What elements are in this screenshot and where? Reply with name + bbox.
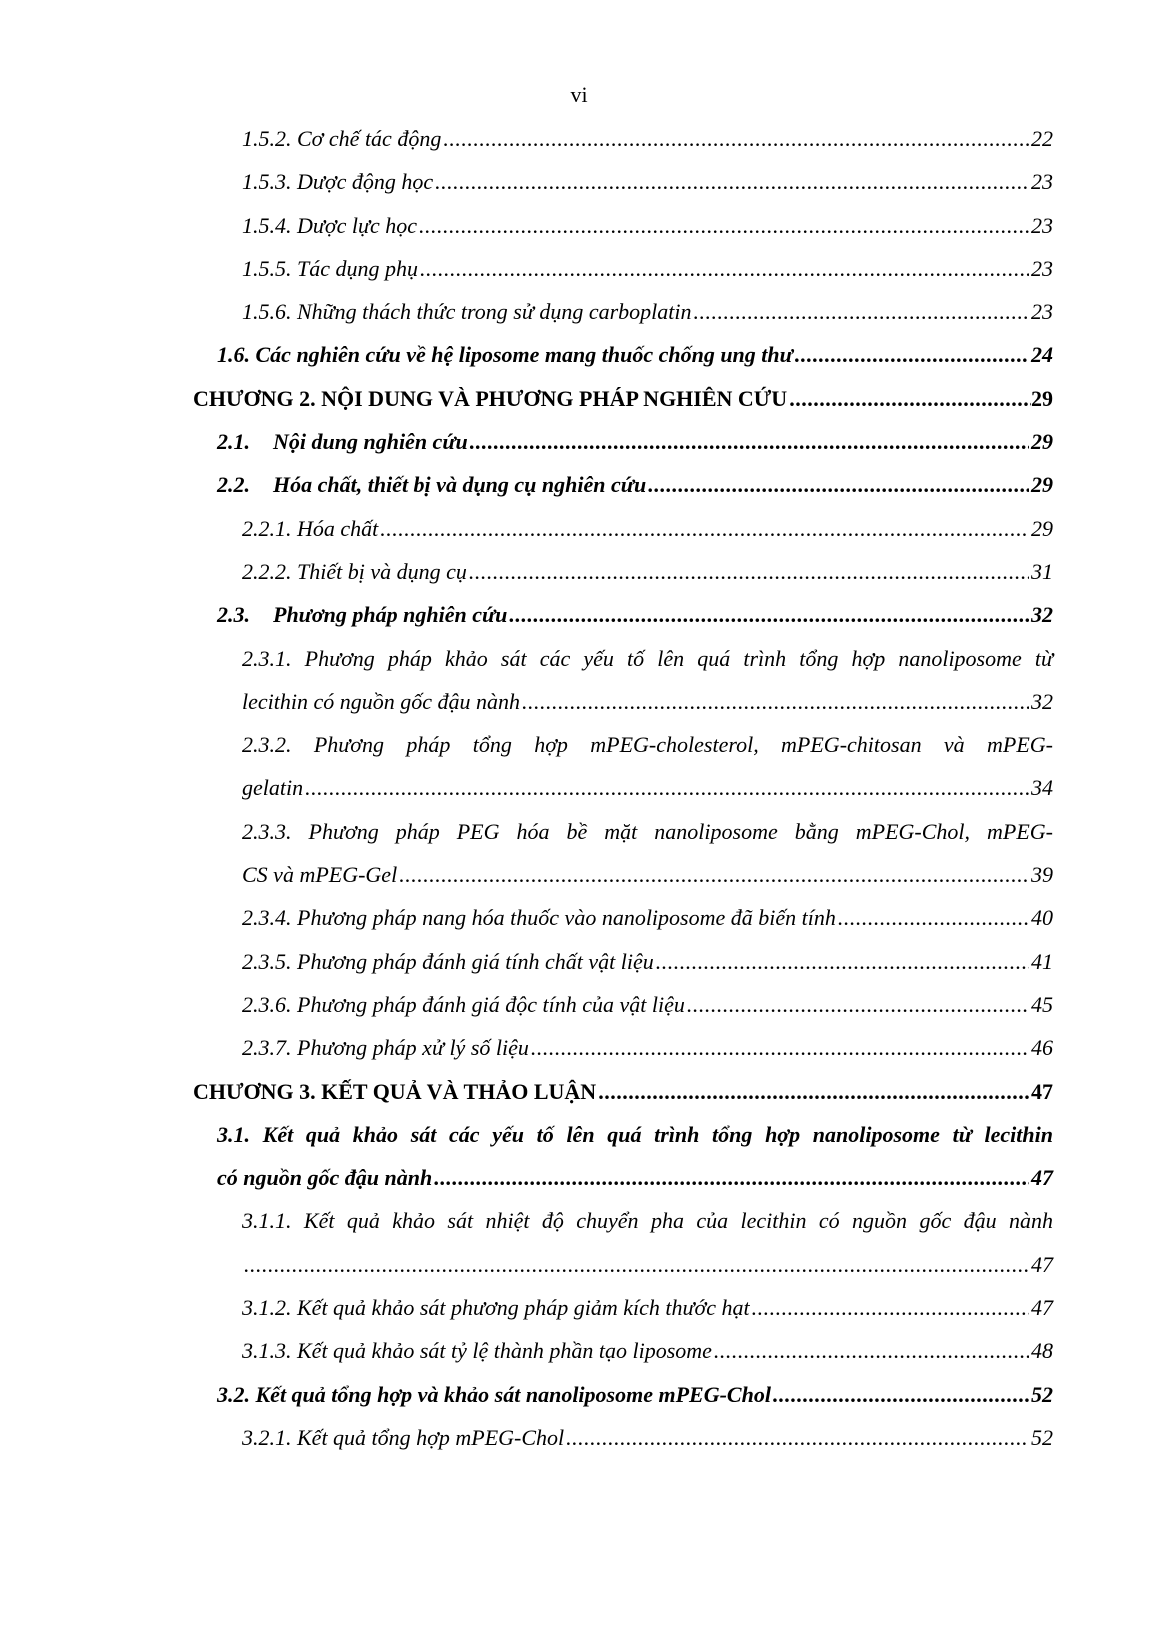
dot-leader — [468, 420, 1029, 463]
dot-leader — [529, 1026, 1029, 1069]
toc-entry[interactable] — [0, 1416, 1158, 1459]
toc-entry-page: 24 — [1031, 342, 1053, 368]
dot-leader — [564, 1416, 1029, 1459]
toc-entry[interactable] — [0, 637, 1158, 680]
toc-entry-page: 47 — [1031, 1251, 1053, 1277]
toc-entry-number: 2.3.6. — [242, 991, 292, 1017]
toc-entry-title: Hóa chất — [297, 515, 379, 541]
toc-entry-page: 32 — [1031, 688, 1053, 714]
toc-entry-page: 46 — [1031, 1035, 1053, 1061]
dot-leader — [417, 204, 1029, 247]
toc-entry-page: 47 — [1031, 1078, 1053, 1104]
toc-entry-title: Kết quả khảo sát phương pháp giảm kích thước hạt — [297, 1295, 750, 1321]
toc-entry-number: 2.3.1. — [242, 645, 292, 671]
toc-entry-number: 3.1.1. — [242, 1208, 292, 1234]
toc-entry-page: 29 — [1031, 472, 1053, 498]
toc-entry-page: 23 — [1031, 255, 1053, 281]
toc-entry-continuation[interactable] — [0, 766, 1158, 809]
toc-entry-number: 3.1. — [217, 1121, 250, 1147]
toc-entry[interactable] — [0, 593, 1158, 636]
toc-entry-number: 1.5.2. — [242, 126, 292, 151]
toc-entry-title: Dược lực học — [297, 212, 418, 238]
dot-leader — [685, 983, 1029, 1026]
toc-entry-title: Hóa chất, thiết bị và dụng cụ nghiên cứu — [273, 472, 647, 498]
dot-leader — [441, 117, 1029, 160]
toc-entry[interactable] — [0, 507, 1158, 550]
toc-entry-title-line1: Kết quả khảo sát các yếu tố lên quá trình tổng hợp nanoliposome từ lecithin — [262, 1121, 1053, 1147]
dot-leader — [596, 1070, 1031, 1113]
toc-entry[interactable] — [0, 160, 1158, 203]
toc-entry-title: Nội dung nghiên cứu — [273, 429, 468, 455]
toc-entry-number: 3.2.1. — [242, 1424, 292, 1450]
toc-entry-continuation[interactable] — [0, 853, 1158, 896]
toc-entry-title: Các nghiên cứu về hệ liposome mang thuốc chống ung thư — [255, 342, 793, 368]
toc-entry-title-line1: Phương pháp khảo sát các yếu tố lên quá trình tổng hợp nanoliposome từ — [304, 645, 1054, 671]
toc-entry-page: 48 — [1031, 1338, 1053, 1364]
toc-entry[interactable] — [0, 290, 1158, 333]
toc-entry-title: Phương pháp xử lý số liệu — [297, 1035, 529, 1061]
toc-entry-number: 2.3.5. — [242, 948, 292, 974]
toc-entry-page: 23 — [1031, 169, 1053, 195]
toc-entry-title: Phương pháp đánh giá tính chất vật liệu — [297, 948, 654, 974]
toc-chapter[interactable] — [0, 377, 1158, 420]
toc-entry-page: 22 — [1031, 126, 1053, 151]
toc-entry-title: Những thách thức trong sử dụng carboplatin — [297, 299, 692, 325]
toc-entry-title: Kết quả tổng hợp và khảo sát nanoliposome mPEG-Chol — [255, 1381, 771, 1407]
dot-leader — [787, 377, 1031, 420]
toc-entry-page: 41 — [1031, 948, 1053, 974]
toc-entry-number: 3.2. — [217, 1381, 250, 1407]
toc-entry-title-line2: lecithin có nguồn gốc đậu nành — [242, 688, 521, 714]
toc-entry[interactable] — [0, 1026, 1158, 1069]
toc-entry-number: 2.3.7. — [242, 1035, 292, 1061]
toc-entry-number: 2.2. — [217, 472, 250, 498]
toc-entry[interactable] — [0, 247, 1158, 290]
toc-entry-title: Tác dụng phụ — [297, 255, 418, 281]
dot-leader — [646, 463, 1029, 506]
dot-leader — [397, 853, 1029, 896]
toc-entry-title-line1: Phương pháp PEG hóa bề mặt nanoliposome bằng mPEG-Chol, mPEG- — [308, 818, 1054, 844]
toc-entry-title-line2: CS và mPEG-Gel — [242, 862, 398, 888]
dot-leader — [750, 1286, 1029, 1329]
toc-entry[interactable] — [0, 1286, 1158, 1329]
toc-entry[interactable] — [0, 1113, 1158, 1156]
toc-entry-number: 2.3.3. — [242, 818, 292, 844]
dot-leader — [432, 1156, 1029, 1199]
table-of-contents — [0, 117, 1158, 1459]
dot-leader — [418, 247, 1029, 290]
toc-entry-number: 2.3. — [217, 602, 250, 628]
toc-entry-title-line2: có nguồn gốc đậu nành — [217, 1165, 433, 1191]
toc-entry-number: 1.5.6. — [242, 299, 292, 325]
toc-entry-page: 34 — [1031, 775, 1053, 801]
toc-chapter-number: CHƯƠNG 2. — [193, 385, 316, 411]
dot-leader — [692, 290, 1029, 333]
dot-leader — [712, 1329, 1029, 1372]
toc-chapter[interactable] — [0, 1070, 1158, 1113]
toc-entry-title: Thiết bị và dụng cụ — [297, 558, 467, 584]
dot-leader — [433, 160, 1029, 203]
dot-leader — [378, 507, 1029, 550]
toc-entry-number: 3.1.2. — [242, 1295, 292, 1321]
toc-entry[interactable] — [0, 333, 1158, 376]
toc-entry-page: 39 — [1031, 862, 1053, 888]
toc-entry-title: Phương pháp nghiên cứu — [273, 602, 508, 628]
toc-entry-page: 52 — [1031, 1381, 1053, 1407]
toc-entry-title-line2: gelatin — [242, 775, 304, 801]
toc-entry[interactable] — [0, 420, 1158, 463]
toc-entry[interactable] — [0, 204, 1158, 247]
toc-entry-number: 1.5.3. — [242, 169, 292, 195]
toc-entry-page: 29 — [1031, 515, 1053, 541]
toc-entry[interactable] — [0, 550, 1158, 593]
toc-entry[interactable] — [0, 1373, 1158, 1416]
toc-entry[interactable] — [0, 1199, 1158, 1242]
dot-leader — [303, 766, 1029, 809]
page-number: vi — [570, 82, 588, 107]
toc-chapter-title: KẾT QUẢ VÀ THẢO LUẬN — [321, 1078, 597, 1104]
toc-entry-page: 40 — [1031, 905, 1053, 931]
toc-entry-number: 1.5.4. — [242, 212, 292, 238]
toc-entry[interactable] — [0, 983, 1158, 1026]
toc-entry-page: 29 — [1031, 429, 1053, 455]
toc-entry-title: Kết quả tổng hợp mPEG-Chol — [297, 1424, 565, 1450]
toc-entry[interactable] — [0, 896, 1158, 939]
toc-entry-page: 23 — [1031, 212, 1053, 238]
toc-entry-page: 45 — [1031, 991, 1053, 1017]
toc-entry-number: 2.3.2. — [242, 732, 292, 758]
toc-entry-number: 2.2.2. — [242, 558, 292, 584]
dot-leader — [771, 1373, 1029, 1416]
toc-entry-title: Dược động học — [297, 169, 434, 195]
toc-entry-number: 1.6. — [217, 342, 250, 368]
toc-entry-page: 29 — [1031, 385, 1053, 411]
toc-chapter-title: NỘI DUNG VÀ PHƯƠNG PHÁP NGHIÊN CỨU — [321, 385, 788, 411]
toc-entry-page: 31 — [1031, 558, 1053, 584]
toc-entry-number: 2.2.1. — [242, 515, 292, 541]
toc-entry-number: 3.1.3. — [242, 1338, 292, 1364]
toc-entry-title-line1: Kết quả khảo sát nhiệt độ chuyển pha của lecithin có nguồn gốc đậu nành — [303, 1208, 1054, 1234]
dot-leader — [836, 896, 1029, 939]
toc-chapter-number: CHƯƠNG 3. — [193, 1078, 316, 1104]
toc-entry-page: 32 — [1031, 602, 1053, 628]
toc-entry-title: Kết quả khảo sát tỷ lệ thành phần tạo liposome — [297, 1338, 712, 1364]
dot-leader — [507, 593, 1029, 636]
toc-entry[interactable] — [0, 810, 1158, 853]
toc-entry[interactable] — [0, 1329, 1158, 1372]
toc-entry-page: 47 — [1031, 1295, 1053, 1321]
toc-entry[interactable] — [0, 723, 1158, 766]
toc-entry[interactable] — [0, 463, 1158, 506]
dot-leader — [793, 333, 1029, 376]
toc-entry-number: 1.5.5. — [242, 255, 292, 281]
toc-entry-title: Cơ chế tác động — [297, 126, 442, 151]
toc-entry-continuation[interactable] — [0, 1243, 1158, 1286]
toc-entry-number: 2.3.4. — [242, 905, 292, 931]
toc-entry-page: 47 — [1031, 1165, 1053, 1191]
toc-entry-page: 23 — [1031, 299, 1053, 325]
toc-entry-number: 2.1. — [217, 429, 250, 455]
toc-entry[interactable] — [0, 940, 1158, 983]
dot-leader — [467, 550, 1029, 593]
dot-leader — [520, 680, 1029, 723]
toc-entry-title-line1: Phương pháp tổng hợp mPEG-cholesterol, mPEG-chitosan và mPEG- — [313, 732, 1053, 758]
toc-entry-title: Phương pháp nang hóa thuốc vào nanoliposome đã biến tính — [297, 905, 836, 931]
toc-entry-continuation[interactable] — [0, 1156, 1158, 1199]
toc-entry-continuation[interactable] — [0, 680, 1158, 723]
toc-entry-title: Phương pháp đánh giá độc tính của vật liệu — [297, 991, 685, 1017]
toc-entry[interactable] — [0, 117, 1158, 160]
dot-leader — [242, 1243, 1029, 1286]
toc-entry-page: 52 — [1031, 1424, 1053, 1450]
dot-leader — [654, 940, 1029, 983]
